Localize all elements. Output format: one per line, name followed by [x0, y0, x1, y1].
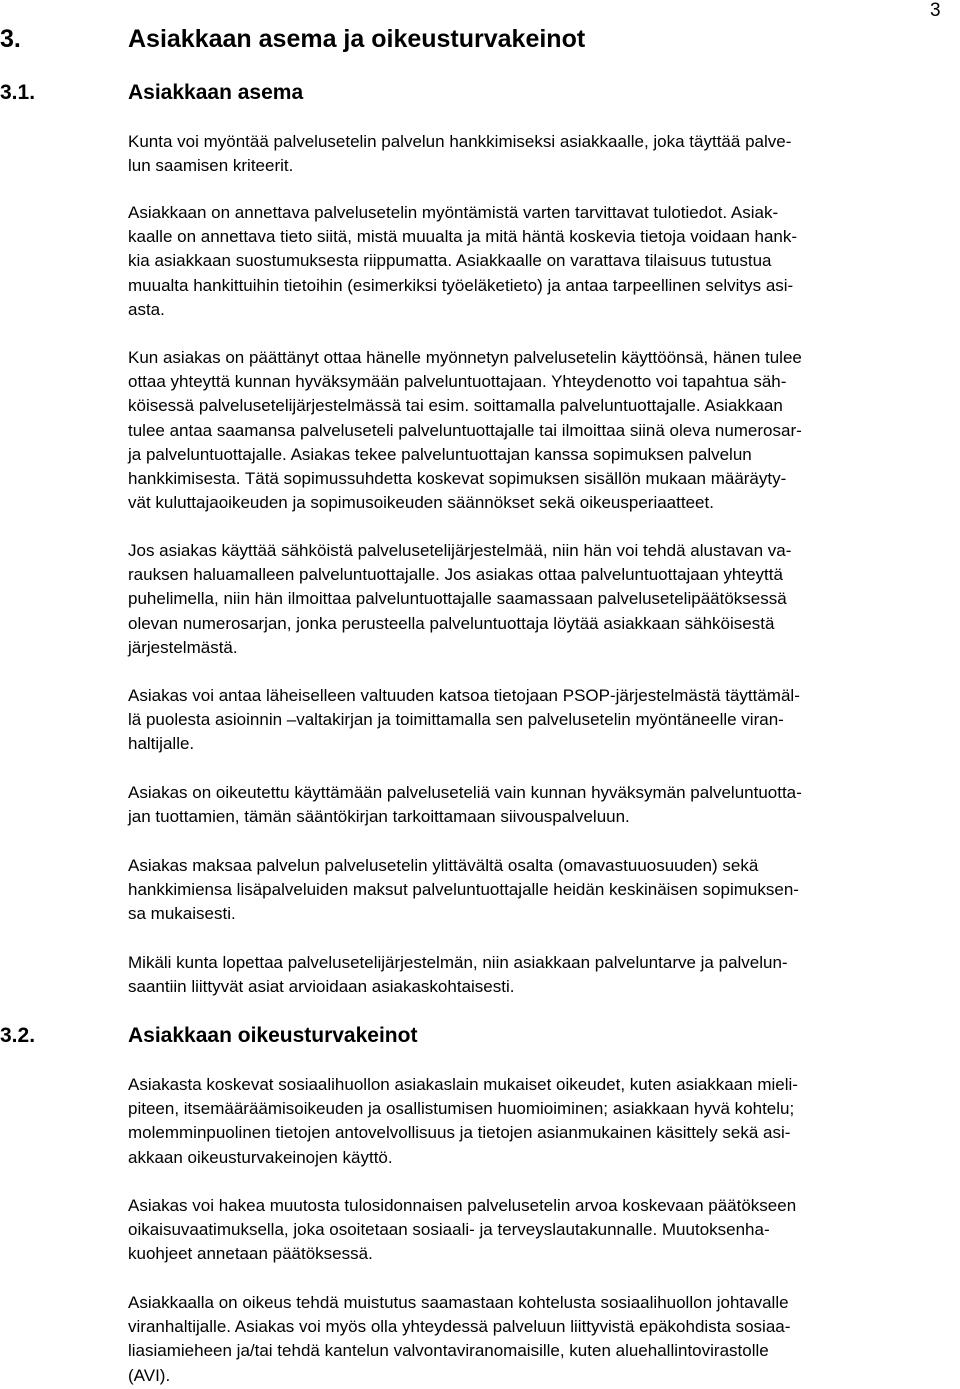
- text-line: akkaan oikeusturvakeinojen käyttö.: [128, 1147, 393, 1167]
- text-line: jan tuottamien, tämän sääntökirjan tarkoittamaan siivouspalveluun.: [128, 807, 630, 827]
- text-line: asta.: [128, 299, 165, 319]
- chapter-number: 3.: [0, 25, 21, 53]
- paragraph: [128, 130, 954, 178]
- paragraph: [128, 1194, 954, 1267]
- paragraph: [128, 346, 954, 515]
- paragraph: [128, 684, 954, 757]
- chapter-title: Asiakkaan asema ja oikeusturvakeinot: [128, 25, 586, 53]
- text-line: Mikäli kunta lopettaa palvelusetelijärjestelmän, niin asiakkaan palveluntarve ja palvelun-: [128, 953, 788, 972]
- text-line: olevan numerosarjan, jonka perusteella palveluntuottaja löytää asiakkaan sähköisestä: [128, 613, 775, 633]
- section-number: 3.1.: [0, 81, 36, 104]
- chapter-heading: [0, 24, 960, 54]
- text-line: (AVI).: [128, 1365, 171, 1385]
- paragraph: [128, 1073, 954, 1170]
- text-line: ja palveluntuottajalle. Asiakas tekee palveluntuottajan kanssa sopimuksen palvelun: [128, 444, 752, 464]
- text-line: Asiakas on oikeutettu käyttämään palveluseteliä vain kunnan hyväksymän palveluntuotta-: [128, 783, 802, 802]
- paragraph: [128, 951, 954, 999]
- text-line: tulee antaa saamansa palveluseteli palveluntuottajalle tai ilmoittaa siinä oleva numerosar-: [128, 420, 802, 440]
- text-line: Asiakas voi hakea muutosta tulosidonnaisen palvelusetelin arvoa koskevaan päätökseen: [128, 1196, 797, 1215]
- text-line: hankkimisesta. Tätä sopimussuhdetta koskevat sopimuksen sisällön mukaan määräyty-: [128, 469, 787, 489]
- text-line: rauksen haluamalleen palveluntuottajalle. Jos asiakas ottaa palveluntuottajaan yhteyttä: [128, 565, 783, 585]
- text-line: molemminpuolinen tietojen antovelvollisuus ja tietojen asianmukainen käsittely sekä asi-: [128, 1123, 791, 1143]
- text-line: vät kuluttajaoikeuden ja sopimusoikeuden säännökset sekä oikeusperiaatteet.: [128, 493, 714, 513]
- text-line: ottaa yhteyttä kunnan hyväksymään palveluntuottajaan. Yhteydenotto voi tapahtua säh-: [128, 372, 787, 392]
- text-line: muualta hankittuihin tietoihin (esimerkiksi työeläketieto) ja antaa tarpeellinen selvitys asi-: [128, 275, 794, 295]
- text-line: lä puolesta asioinnin –valtakirjan ja toimittamalla sen palvelusetelin myöntäneelle viran-: [128, 710, 784, 730]
- text-line: hankkimiensa lisäpalveluiden maksut palveluntuottajalle heidän keskinäisen sopimuksen-: [128, 880, 799, 900]
- text-line: kuohjeet annetaan päätöksessä.: [128, 1244, 373, 1264]
- section-title: Asiakkaan asema: [128, 81, 304, 104]
- paragraph: [128, 539, 954, 660]
- text-line: liasiamieheen ja/tai tehdä kantelun valvontaviranomaisille, kuten aluehallintovirastolle: [128, 1341, 769, 1361]
- text-line: Kunta voi myöntää palvelusetelin palvelun hankkimiseksi asiakkaalle, joka täyttää palve-: [128, 132, 792, 151]
- text-line: piteen, itsemääräämisoikeuden ja osallistumisen huomioiminen; asiakkaan hyvä kohtelu;: [128, 1099, 795, 1119]
- text-line: köisessä palvelusetelijärjestelmässä tai esim. soittamalla palveluntuottajalle. Asiakkaan: [128, 396, 783, 416]
- text-line: puhelimella, niin hän ilmoittaa palveluntuottajalle saamassaan palvelusetelipäätöksessä: [128, 589, 787, 609]
- text-line: saantiin liittyvät asiat arvioidaan asiakaskohtaisesti.: [128, 977, 515, 997]
- paragraph: [128, 781, 954, 829]
- text-line: haltijalle.: [128, 734, 195, 754]
- text-line: oikaisuvaatimuksella, joka osoitetaan sosiaali- ja terveyslautakunnalle. Muutoksenha-: [128, 1220, 770, 1240]
- paragraph: [128, 1291, 954, 1388]
- text-line: Asiakas voi antaa läheiselleen valtuuden katsoa tietojaan PSOP-järjestelmästä täyttämäl-: [128, 686, 800, 705]
- text-line: Asiakkaalla on oikeus tehdä muistutus saamastaan kohtelusta sosiaalihuollon johtavalle: [128, 1293, 789, 1312]
- text-line: kaalle on annettava tieto siitä, mistä muualta ja mitä häntä koskevia tietoja voidaan hank-: [128, 227, 798, 247]
- text-line: Asiakasta koskevat sosiaalihuollon asiakaslain mukaiset oikeudet, kuten asiakkaan mieli-: [128, 1075, 798, 1094]
- text-line: Kun asiakas on päättänyt ottaa hänelle myönnetyn palvelusetelin käyttöönsä, hänen tulee: [128, 348, 802, 367]
- text-line: Jos asiakas käyttää sähköistä palvelusetelijärjestelmää, niin hän voi tehdä alustavan va-: [128, 541, 792, 560]
- section-heading-oikeusturvakeinot: [0, 1023, 960, 1049]
- page-number: 3: [930, 0, 941, 21]
- paragraph: [128, 854, 954, 927]
- section-title: Asiakkaan oikeusturvakeinot: [128, 1024, 418, 1047]
- text-line: sa mukaisesti.: [128, 904, 236, 924]
- text-line: kia asiakkaan suostumuksesta riippumatta. Asiakkaalle on varattava tilaisuus tutustua: [128, 251, 772, 271]
- section-heading-asiakkaan-asema: [0, 80, 960, 106]
- text-line: Asiakas maksaa palvelun palvelusetelin ylittävältä osalta (omavastuuosuuden) sekä: [128, 856, 759, 875]
- text-line: Asiakkaan on annettava palvelusetelin myöntämistä varten tarvittavat tulotiedot. Asiak-: [128, 203, 779, 222]
- section-number: 3.2.: [0, 1024, 36, 1047]
- paragraph: [128, 201, 954, 322]
- text-line: viranhaltijalle. Asiakas voi myös olla yhteydessä palveluun liittyvistä epäkohdista sosiaa-: [128, 1317, 791, 1337]
- text-line: lun saamisen kriteerit.: [128, 156, 294, 176]
- text-line: järjestelmästä.: [128, 637, 238, 657]
